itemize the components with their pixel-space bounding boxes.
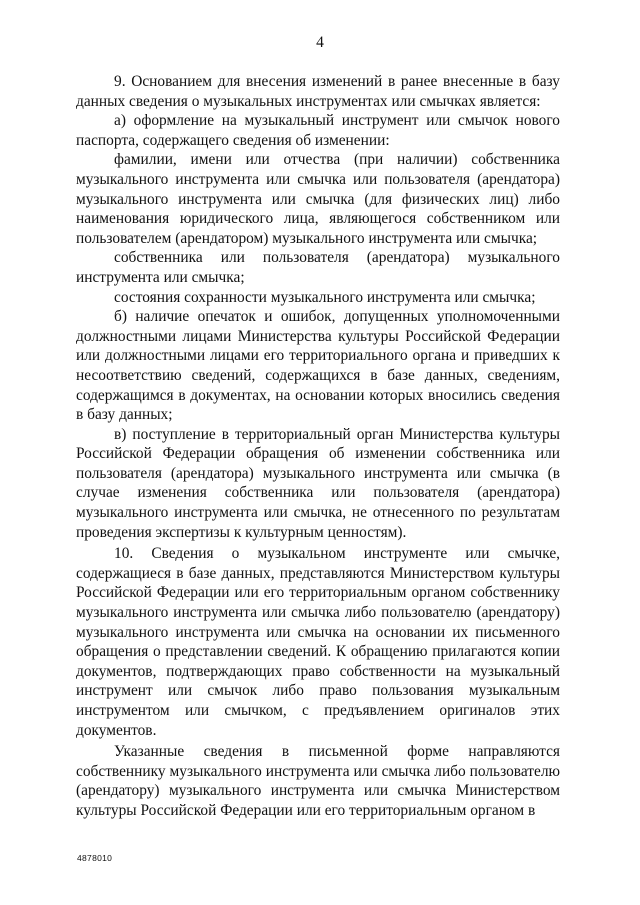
paragraph-10-continued: Указанные сведения в письменной форме направляются собственнику музыкального инструмента или смычка либо пользователю (арендатору) музыкального инструмента или смычка Министерством культуры Российской Федерации или его территориальным органом в [76, 743, 560, 819]
document-body [76, 72, 560, 821]
paragraph-9a: а) оформление на музыкальный инструмент или смычок нового паспорта, содержащего сведения об изменении: [76, 112, 560, 149]
paragraph-9a-owner: собственника или пользователя (арендатора) музыкального инструмента или смычка; [76, 249, 560, 286]
paragraph-9v: в) поступление в территориальный орган Министерства культуры Российской Федерации обращения об изменении собственника или пользователя (арендатора) музыкального инструмента или смычка (в случае изменения собственника или пользователя (арендатора) музыкального инструмента или смычка, не отнесенного по результатам проведения экспертизы к культурным ценностям). [76, 425, 560, 541]
page-number: 4 [316, 34, 324, 51]
paragraph-9a-condition: состояния сохранности музыкального инструмента или смычка; [114, 288, 536, 306]
paragraph-9a-names: фамилии, имени или отчества (при наличии) собственника музыкального инструмента или смычка или пользователя (арендатора) музыкального инструмента или смычка (для физических лиц) либо наименования юридического лица, являющегося собственником или пользователем (арендатором) музыкального инструмента или смычка; [76, 151, 560, 247]
document-code: 4878010 [77, 853, 113, 863]
paragraph-9b: б) наличие опечаток и ошибок, допущенных уполномоченными должностными лицами Министерства культуры Российской Федерации или должностными лицами его территориального органа и приведших к несоответствию сведений, содержащихся в базе данных, сведениям, содержащимся в документах, на основании которых вносились сведения в базу данных; [76, 308, 560, 424]
paragraph-9-intro: 9. Основанием для внесения изменений в ранее внесенные в базу данных сведения о музыкальных инструментах или смычках является: [76, 73, 560, 110]
paragraph-10: 10. Сведения о музыкальном инструменте или смычке, содержащиеся в базе данных, представляются Министерством культуры Российской Федерации или его территориальным органом собственнику музыкального инструмента или смычка либо пользователю (арендатору) музыкального инструмента или смычка на основании их письменного обращения о представлении сведений. К обращению прилагаются копии документов, подтверждающих право собственности на музыкальный инструмент или смычок либо право пользования музыкальным инструментом или смычком, с предъявлением оригиналов этих документов. [76, 545, 560, 739]
